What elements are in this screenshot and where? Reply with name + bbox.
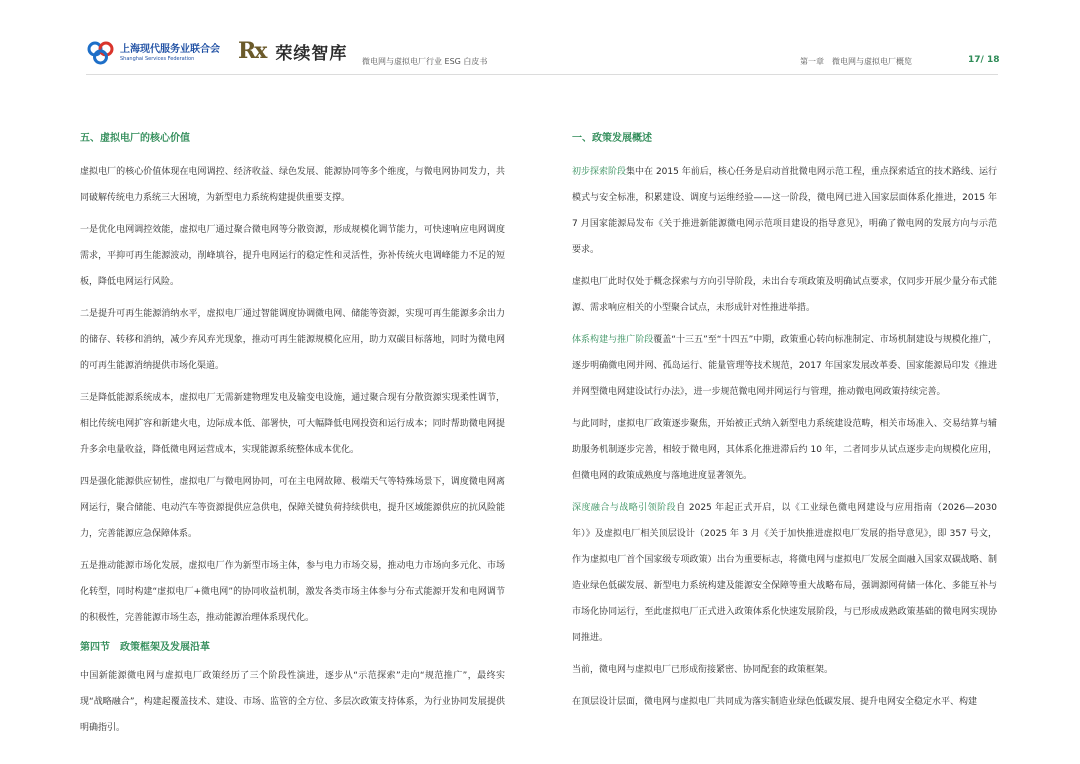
paragraph: 中国新能源微电网与虚拟电厂政策经历了三个阶段性演进，逐步从“示范探索”走向“规范推广”，最终实现“战略融合”，构建起覆盖技术、建设、市场、监管的全方位、多层次政策支持体系，为行业协同发展提供明确指引。 [80,671,505,733]
paragraph: 与此同时，虚拟电厂政策逐步聚焦，开始被正式纳入新型电力系统建设范畴，相关市场准入、交易结算与辅助服务机制逐步完善，相较于微电网，其体系化推进滞后约 10 年，二者同步从试点逐步走向规模化应用，但微电网的政策成熟度与落地进度显著领先。 [572,419,997,481]
paragraph: 在顶层设计层面，微电网与虚拟电厂共同成为落实制造业绿色低碳发展、提升电网安全稳定水平、构建 [572,697,978,707]
paragraph: 四是强化能源供应韧性，虚拟电厂与微电网协同，可在主电网故障、极端天气等特殊场景下，调度微电网离网运行，聚合储能、电动汽车等资源提供应急供电，保障关键负荷持续供电，提升区域能源供应的抗风险能力，完善能源应急保障体系。 [80,477,505,539]
ssf-logo-en: Shanghai Services Federation [120,55,195,62]
paragraph: 当前，微电网与虚拟电厂已形成衔接紧密、协同配套的政策框架。 [572,665,834,675]
paragraph [572,327,997,405]
rx-logo-icon: Rx [238,38,266,64]
page-number: 17/ 18 [968,55,1000,65]
section-heading: 一、政策发展概述 [572,133,652,144]
paragraph: 五是推动能源市场化发展，虚拟电厂作为新型市场主体，参与电力市场交易，推动电力市场向多元化、市场化转型，同时构建“虚拟电厂+微电网”的协同收益机制，激发各类市场主体参与分布式能源开发和电网调节的积极性，完善能源市场生态，推动能源治理体系现代化。 [80,561,505,623]
right-column [572,128,997,721]
ssf-logo-icon [86,41,116,65]
section-subheading: 第四节 政策框架及发展沿革 [80,642,210,653]
paragraph: 一是优化电网调控效能，虚拟电厂通过聚合微电网等分散资源，形成规模化调节能力，可快速响应电网调度需求，平抑可再生能源波动，削峰填谷，提升电网运行的稳定性和灵活性，弥补传统火电调峰能力不足的短板，降低电网运行风险。 [80,225,505,287]
paragraph [572,495,997,651]
paragraph-text: 集中在 2015 年前后，核心任务是启动首批微电网示范工程，重点探索适宜的技术路线、运行模式与安全标准，积累建设、调度与运维经验——这一阶段，微电网已进入国家层面体系化推进，2015 年 7 月国家能源局发布《关于推进新能源微电网示范项目建设的指导意见》，明确了微电网的发展方向与示范要求。 [572,167,997,255]
paragraph: 二是提升可再生能源消纳水平，虚拟电厂通过智能调度协调微电网、储能等资源，实现可再生能源多余出力的储存、转移和消纳，减少弃风弃光现象，推动可再生能源规模化应用，助力双碳目标落地，同时为微电网的可再生能源消纳提供市场化渠道。 [80,309,505,371]
rx-logo [238,38,347,64]
section-heading: 五、虚拟电厂的核心价值 [80,133,190,144]
stage-label: 初步探索阶段 [572,167,627,177]
chapter-title: 第一章 微电网与虚拟电厂概览 [800,57,912,66]
paragraph: 虚拟电厂此时仅处于概念探索与方向引导阶段，未出台专项政策及明确试点要求，仅同步开展少量分布式能源、需求响应相关的小型聚合试点，未形成针对性推进举措。 [572,277,997,313]
stage-label: 体系构建与推广阶段 [572,335,654,345]
paragraph-text: 覆盖“十三五”至“十四五”中期，政策重心转向标准制定、市场机制建设与规模化推广，逐步明确微电网并网、孤岛运行、能量管理等技术规范，2017 年国家发展改革委、国家能源局印发《推进并网型微电网建设试行办法》，进一步规范微电网并网运行与管理，推动微电网政策持续完善。 [572,335,997,397]
page-header [0,0,1080,80]
paragraph [572,159,997,263]
document-title: 微电网与虚拟电厂行业 ESG 白皮书 [362,57,488,66]
paragraph-text: 自 2025 年起正式开启，以《工业绿色微电网建设与应用指南（2026—2030 年）》及虚拟电厂相关顶层设计（2025 年 3 月《关于加快推进虚拟电厂发展的指导意见》，即 357 号文，作为虚拟电厂首个国家级专项政策）出台为重要标志，将微电网与虚拟电厂发展全面融入国家双碳战略、制造业绿色低碳发展、新型电力系统构建及能源安全保障等重大战略布局，强调源网荷储一体化、多能互补与市场化协同运行，至此虚拟电厂正式进入政策体系化快速发展阶段，与已形成成熟政策基础的微电网实现协同推进。 [572,503,997,643]
header-divider [86,74,998,75]
ssf-logo-cn: 上海现代服务业联合会 [120,43,220,55]
paragraph: 虚拟电厂的核心价值体现在电网调控、经济收益、绿色发展、能源协同等多个维度，与微电网协同发力，共同破解传统电力系统三大困境，为新型电力系统构建提供重要支撑。 [80,167,505,203]
stage-label: 深度融合与战略引领阶段 [572,503,677,513]
left-column [80,128,505,747]
paragraph: 三是降低能源系统成本，虚拟电厂无需新建物理发电及输变电设施，通过聚合现有分散资源实现柔性调节，相比传统电网扩容和新建火电，边际成本低、部署快，可大幅降低电网投资和运行成本；同时帮助微电网提升多余电量收益，降低微电网运营成本，实现能源系统整体成本优化。 [80,393,505,455]
ssf-logo [86,40,220,66]
rx-brand-name: 荣续智库 [275,43,348,64]
